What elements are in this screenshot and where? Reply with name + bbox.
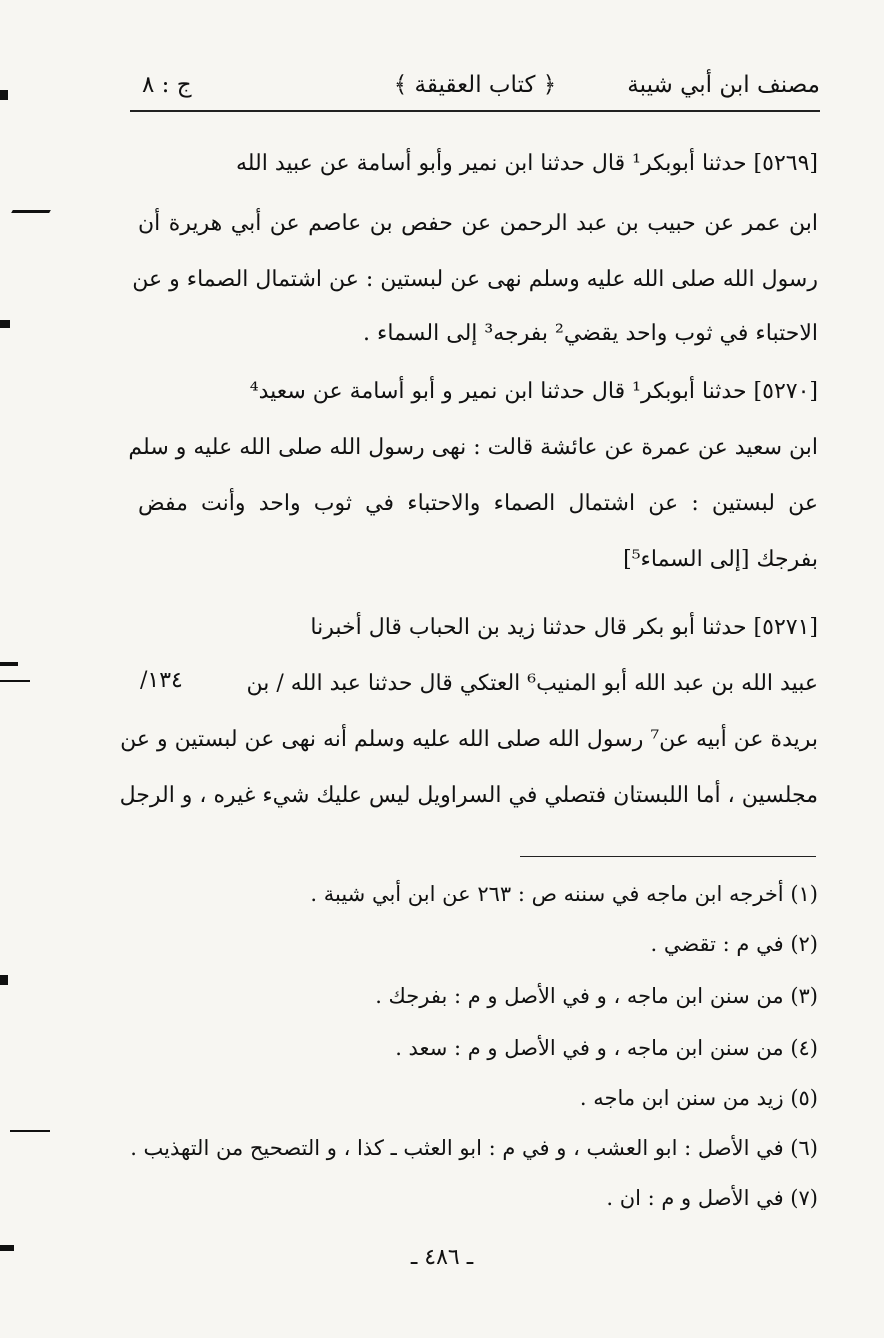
text-line: ابن سعيد عن عمرة عن عائشة قالت : نهى رسول الله صلى الله عليه و سلم bbox=[128, 435, 818, 460]
page-number: ـ ٤٨٦ ـ bbox=[410, 1245, 474, 1270]
text-line: مجلسين ، أما اللبستان فتصلي في السراويل ليس عليك شيء غيره ، و الرجل bbox=[119, 783, 818, 808]
text-line: بريدة عن أبيه عن⁷ رسول الله صلى الله عليه وسلم أنه نهى عن لبستين و عن bbox=[120, 727, 818, 752]
book-title: مصنف ابن أبي شيبة bbox=[627, 72, 820, 98]
section-title: ﴿ كتاب العقيقة ﴾ bbox=[393, 72, 557, 98]
volume-number: ج : ٨ bbox=[142, 72, 192, 98]
scan-mark bbox=[0, 90, 8, 100]
footnote: (٦) في الأصل : ابو العشب ، و في م : ابو العثب ـ كذا ، و التصحيح من التهذيب . bbox=[130, 1136, 818, 1160]
scan-mark bbox=[0, 320, 10, 328]
folio-margin-note: ١٣٤/ bbox=[140, 668, 183, 693]
scan-mark bbox=[0, 680, 30, 682]
footnote: (٧) في الأصل و م : ان . bbox=[606, 1186, 818, 1210]
footnote: (٢) في م : تقضي . bbox=[650, 932, 818, 956]
scan-mark bbox=[0, 662, 18, 666]
running-header bbox=[130, 62, 820, 112]
scan-mark bbox=[0, 975, 8, 985]
footnote: (١) أخرجه ابن ماجه في سننه ص : ٢٦٣ عن ابن أبي شيبة . bbox=[310, 882, 818, 906]
scan-mark bbox=[11, 210, 51, 213]
scan-mark bbox=[10, 1130, 50, 1132]
text-line: بفرجك [إلى السماء⁵] bbox=[623, 547, 818, 572]
text-line: الاحتباء في ثوب واحد يقضي² بفرجه³ إلى السماء . bbox=[363, 321, 818, 346]
footnote-separator bbox=[520, 856, 816, 857]
text-line: عن لبستين : عن اشتمال الصماء والاحتباء في ثوب واحد وأنت مفض bbox=[138, 491, 818, 516]
footnote: (٤) من سنن ابن ماجه ، و في الأصل و م : سعد . bbox=[395, 1036, 818, 1060]
text-line: رسول الله صلى الله عليه وسلم نهى عن لبستين : عن اشتمال الصماء و عن bbox=[132, 267, 818, 292]
text-line: ابن عمر عن حبيب بن عبد الرحمن عن حفص بن عاصم عن أبي هريرة أن bbox=[138, 211, 818, 236]
text-line: [٥٢٦٩] حدثنا أبوبكر¹ قال حدثنا ابن نمير وأبو أسامة عن عبيد الله bbox=[235, 151, 818, 176]
footnote: (٣) من سنن ابن ماجه ، و في الأصل و م : بفرجك . bbox=[375, 984, 818, 1008]
text-line: عبيد الله بن عبد الله أبو المنيب⁶ العتكي قال حدثنا عبد الله / بن bbox=[246, 671, 818, 696]
text-line: [٥٢٧١] حدثنا أبو بكر قال حدثنا زيد بن الحباب قال أخبرنا bbox=[310, 615, 818, 640]
footnote: (٥) زيد من سنن ابن ماجه . bbox=[579, 1086, 818, 1110]
text-line: [٥٢٧٠] حدثنا أبوبكر¹ قال حدثنا ابن نمير و أبو أسامة عن سعيد⁴ bbox=[249, 379, 818, 404]
